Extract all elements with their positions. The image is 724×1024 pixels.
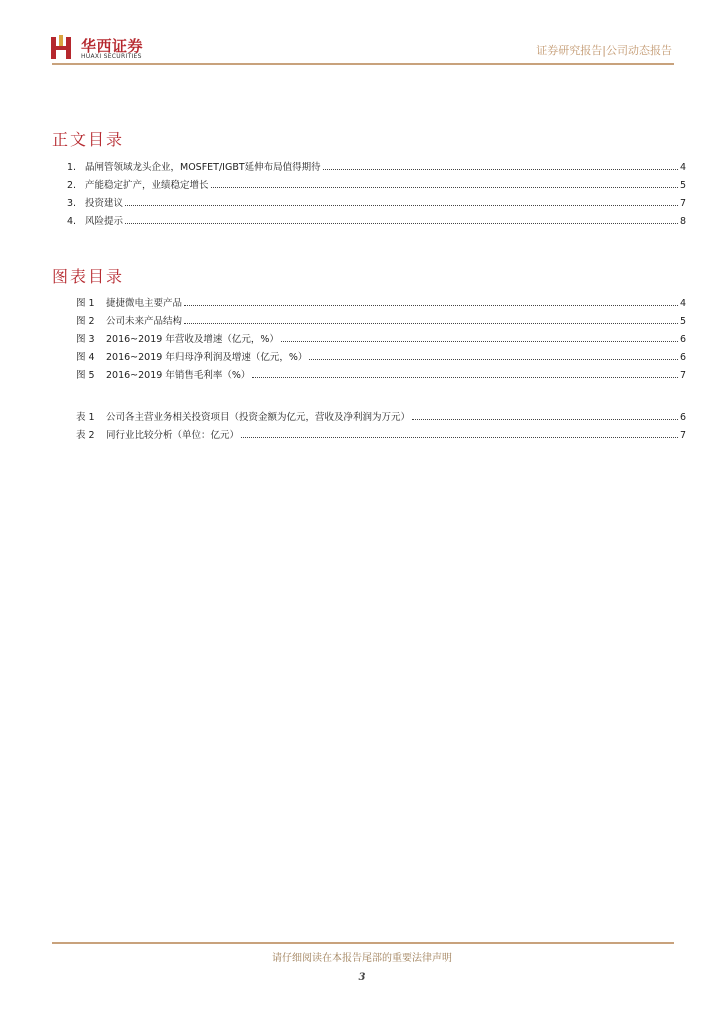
toc-entry[interactable]	[67, 173, 686, 191]
table-entry[interactable]	[76, 423, 686, 441]
logo-english-name: HUAXI SECURITIES	[81, 53, 142, 60]
dot-leader	[184, 304, 678, 306]
toc-entry[interactable]	[67, 191, 686, 209]
toc-entry-label: 产能稳定扩产，业绩稳定增长	[85, 180, 209, 191]
page-number: 3	[358, 972, 366, 983]
figure-entry-label: 2016~2019 年销售毛利率（%）	[106, 370, 251, 381]
legal-disclaimer-notice: 请仔细阅读在本报告尾部的重要法律声明	[272, 953, 452, 964]
figure-entry-number: 图 5	[76, 370, 95, 381]
dot-leader	[125, 204, 678, 206]
figure-entry-page: 4	[680, 298, 687, 309]
figure-entry[interactable]	[76, 345, 686, 363]
table-entry-number: 表 2	[76, 430, 95, 441]
figure-entry-page: 6	[680, 352, 687, 363]
dot-leader	[252, 376, 678, 378]
figure-entry[interactable]	[76, 309, 686, 327]
table-entry-page: 7	[680, 430, 687, 441]
contents-list	[67, 155, 686, 227]
toc-entry-number: 2.	[67, 180, 77, 191]
table-entry-number: 表 1	[76, 412, 95, 423]
figure-entry-label: 2016~2019 年归母净利润及增速（亿元，%）	[106, 352, 308, 363]
figure-entry-number: 图 3	[76, 334, 95, 345]
figure-entry-number: 图 1	[76, 298, 95, 309]
figure-entry[interactable]	[76, 327, 686, 345]
toc-entry[interactable]	[67, 155, 686, 173]
footer-divider	[52, 942, 674, 944]
dot-leader	[184, 322, 678, 324]
dot-leader	[412, 418, 678, 420]
toc-entry-label: 投资建议	[85, 198, 124, 209]
toc-entry-number: 1.	[67, 162, 77, 173]
figure-entry-page: 7	[680, 370, 687, 381]
figure-entry-label: 2016~2019 年营收及增速（亿元，%）	[106, 334, 279, 345]
figure-entry[interactable]	[76, 291, 686, 309]
table-entry-label: 公司各主营业务相关投资项目（投资金额为亿元，营收及净利润为万元）	[106, 412, 411, 423]
figures-list	[76, 291, 686, 381]
toc-entry[interactable]	[67, 209, 686, 227]
table-entry[interactable]	[76, 405, 686, 423]
toc-entry-label: 风险提示	[85, 216, 124, 227]
contents-title: 正文目录	[52, 130, 125, 149]
figure-entry-number: 图 2	[76, 316, 95, 327]
dot-leader	[281, 340, 678, 342]
figure-entry-label: 捷捷微电主要产品	[106, 298, 183, 309]
report-type-label: 证券研究报告|公司动态报告	[536, 44, 672, 57]
figures-title: 图表目录	[52, 267, 125, 286]
toc-entry-number: 4.	[67, 216, 77, 227]
table-entry-label: 同行业比较分析（单位：亿元）	[106, 430, 240, 441]
dot-leader	[309, 358, 678, 360]
figure-entry-label: 公司未来产品结构	[106, 316, 183, 327]
toc-entry-page: 7	[680, 198, 687, 209]
toc-entry-number: 3.	[67, 198, 77, 209]
dot-leader	[211, 186, 678, 188]
dot-leader	[323, 168, 678, 170]
toc-entry-label: 晶闸管领域龙头企业，MOSFET/IGBT延伸布局值得期待	[85, 162, 321, 173]
company-logo	[50, 35, 160, 63]
toc-entry-page: 4	[680, 162, 687, 173]
toc-entry-page: 5	[680, 180, 687, 191]
toc-entry-page: 8	[680, 216, 687, 227]
dot-leader	[125, 222, 678, 224]
tables-list	[76, 405, 686, 441]
header-divider	[52, 63, 674, 65]
figure-entry-page: 5	[680, 316, 687, 327]
logo-chinese-name: 华西证券	[81, 37, 144, 55]
dot-leader	[241, 436, 678, 438]
table-entry-page: 6	[680, 412, 687, 423]
huaxi-logo-icon	[50, 35, 72, 61]
figure-entry[interactable]	[76, 363, 686, 381]
figure-entry-number: 图 4	[76, 352, 95, 363]
figure-entry-page: 6	[680, 334, 687, 345]
